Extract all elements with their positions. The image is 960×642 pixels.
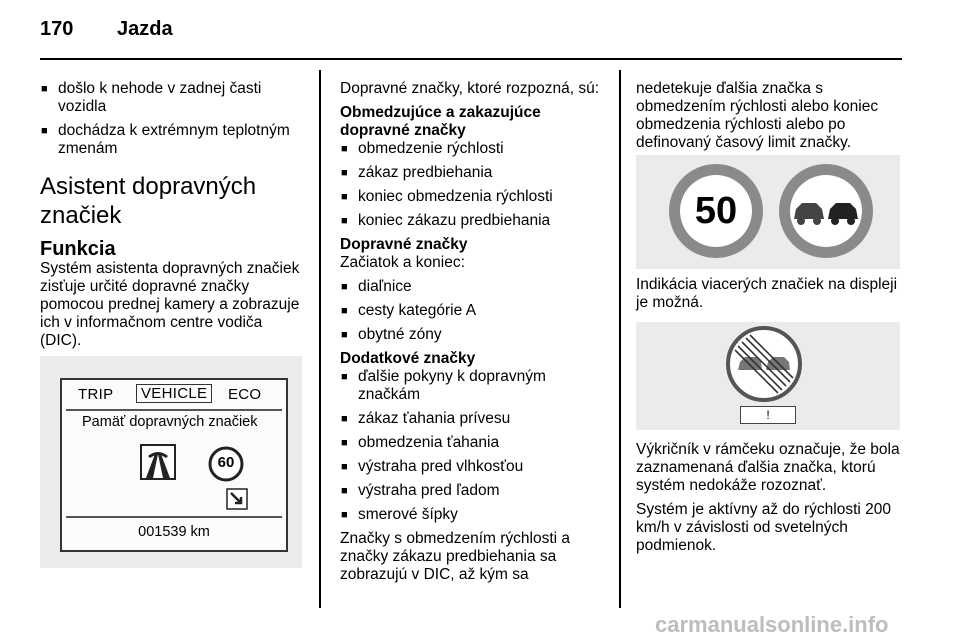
subheading: Funkcia	[40, 238, 116, 260]
header-rule	[40, 58, 902, 60]
dic-tab-eco: ECO	[228, 386, 262, 403]
no-overtaking-sign-icon	[776, 161, 876, 261]
direction-arrow-icon	[226, 488, 248, 510]
column-3-middle	[636, 276, 900, 312]
column-divider	[319, 70, 321, 608]
column-divider	[619, 70, 621, 608]
list-item: ■ zákaz ťahania prívesu	[340, 410, 602, 428]
paragraph: Indikácia viacerých značiek na displeji je možná.	[636, 276, 898, 311]
group-title: Dopravné značky	[340, 236, 468, 253]
list-item: ■ koniec obmedzenia rýchlosti	[340, 188, 602, 206]
list-item: ■ smerové šípky	[340, 506, 602, 524]
speed-limit-value: 60	[217, 454, 235, 471]
motorway-sign-icon	[140, 444, 176, 480]
list-item: ■ koniec zákazu predbiehania	[340, 212, 602, 230]
list-item: ■ výstraha pred ľadom	[340, 482, 602, 500]
dic-divider	[66, 409, 282, 411]
watermark: carmanualsonline.info	[655, 612, 889, 637]
paragraph: Značky s obmedzením rýchlosti a značky zákazu predbiehania sa zobrazujú v DIC, až kým sa	[340, 530, 571, 583]
dic-figure	[40, 356, 302, 568]
dic-tab-vehicle: VEHICLE	[136, 384, 212, 403]
paragraph: nedetekuje ďalšia značka s obmedzením rýchlosti alebo koniec obmedzenia rýchlosti alebo po definovaný časový limit značky.	[636, 80, 879, 151]
end-no-overtaking-sign-icon	[724, 324, 804, 404]
list-item: ■ obmedzenia ťahania	[340, 434, 602, 452]
column-2	[340, 80, 602, 584]
page-number: 170	[40, 18, 74, 40]
dic-tab-trip: TRIP	[78, 386, 114, 403]
list-item: ■ výstraha pred vlhkosťou	[340, 458, 602, 476]
speed-limit-value: 50	[694, 190, 738, 232]
dic-display	[60, 378, 288, 552]
unrecognized-sign-box: !	[740, 406, 796, 424]
group-title: Obmedzujúce a zakazujúce dopravné značky	[340, 104, 541, 139]
section-title: Asistent dopravných značiek	[40, 173, 257, 229]
column-3	[636, 80, 900, 152]
dic-divider	[66, 516, 282, 518]
dic-tab-bar	[62, 384, 286, 408]
list-item: ■ cesty kategórie A	[340, 302, 602, 320]
end-no-overtaking-figure	[636, 322, 900, 430]
list-item: ■ došlo k nehode v zadnej časti vozidla	[40, 80, 302, 116]
group-title: Dodatkové značky	[340, 350, 476, 367]
paragraph: Systém asistenta dopravných značiek zisťuje určité dopravné značky pomocou prednej kamery a zobrazuje ich v informačnom centre vodiča (DIC).	[40, 260, 300, 349]
group-subtitle: Začiatok a koniec:	[340, 254, 465, 271]
list-item: ■ dochádza k extrémnym teplotným zmenám	[40, 122, 302, 158]
odometer-readout: 001539 km	[138, 524, 210, 540]
paragraph: Výkričník v rámčeku označuje, že bola zaznamenaná ďalšia značka, ktorú systém nedokáže rozoznať.	[636, 441, 900, 494]
list-item: ■ ďalšie pokyny k dopravným značkám	[340, 368, 602, 404]
column-1	[40, 80, 302, 350]
paragraph: Dopravné značky, ktoré rozpozná, sú:	[340, 80, 600, 97]
column-3-bottom	[636, 441, 900, 555]
signs-figure	[636, 155, 900, 269]
list-item: ■ zákaz predbiehania	[340, 164, 602, 182]
paragraph: Systém je aktívny až do rýchlosti 200 km/h v závislosti od svetelných podmienok.	[636, 501, 892, 554]
dic-menu-title: Pamäť dopravných značiek	[82, 414, 258, 430]
list-item: ■ diaľnice	[340, 278, 602, 296]
page-section-title: Jazda	[117, 18, 173, 40]
list-item: ■ obmedzenie rýchlosti	[340, 140, 602, 158]
list-item: ■ obytné zóny	[340, 326, 602, 344]
